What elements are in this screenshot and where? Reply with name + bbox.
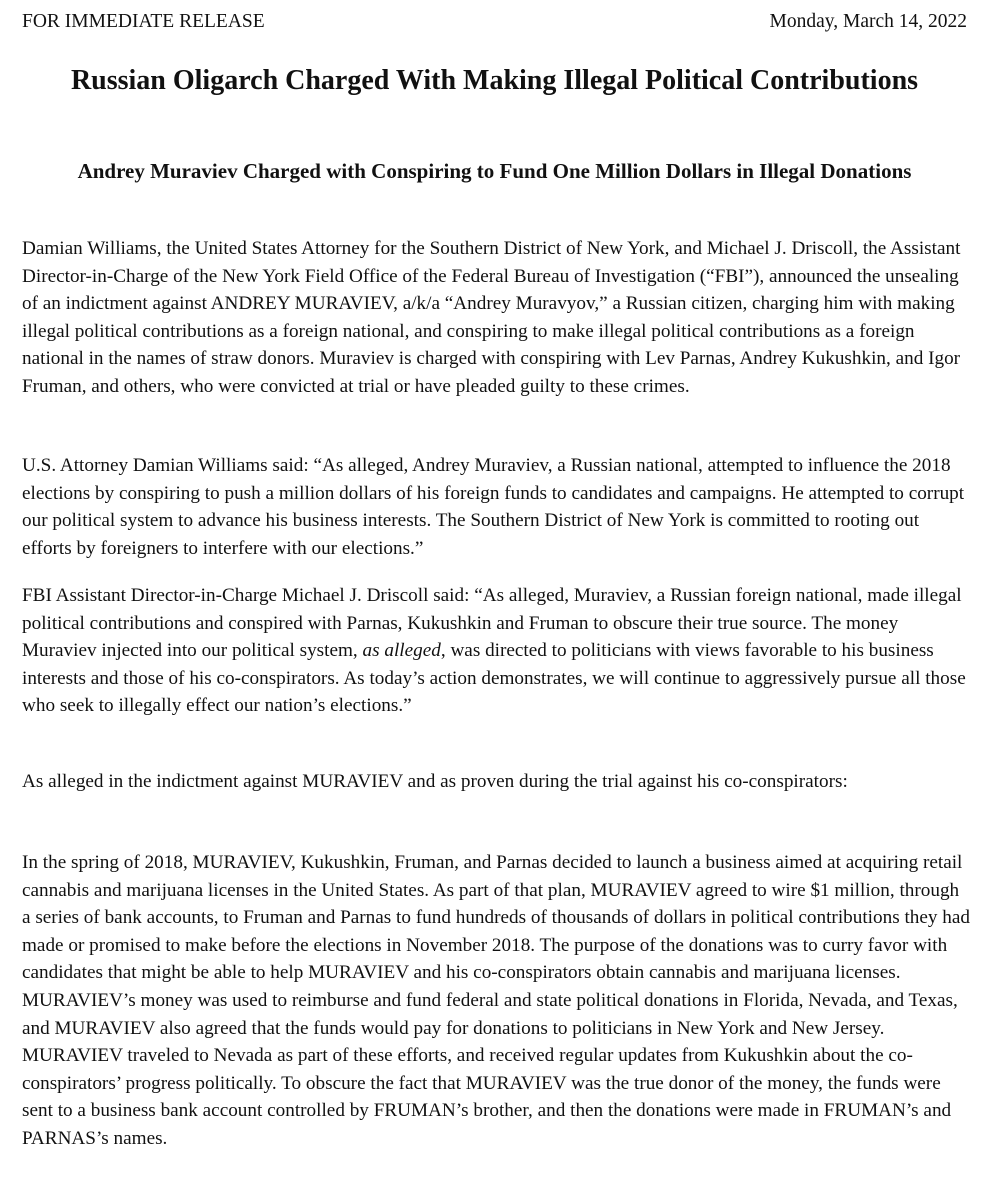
fbi-quote-text-before: FBI Assistant Director-in-Charge Michael J. Driscoll said: “As alleged, Muraviev, a Russian foreign national, made illegal political contributions and conspired with Parnas, Kukushkin and Fruman to obscure their true source. The money Muraviev injected into our political system, [22,585,962,662]
fbi-quote-emphasis: as alleged [362,640,441,662]
paragraph-allegations-detail: In the spring of 2018, MURAVIEV, Kukushkin, Fruman, and Parnas decided to launch a business aimed at acquiring retail cannabis and marijuana licenses in the United States. As part of that plan, MURAVIEV agreed to wire $1 million, through a series of bank accounts, to Fruman and Parnas to fund hundreds of thousands of dollars in political contributions they had made or promised to make before the elections in November 2018. The purpose of the donations was to curry favor with candidates that might be able to help MURAVIEV and his co-conspirators obtain cannabis and marijuana licenses. MURAVIEV’s money was used to reimburse and fund federal and state political donations in Florida, Nevada, and Texas, and MURAVIEV also agreed that the funds would pay for donations to politicians in New York and New Jersey. MURAVIEV traveled to Nevada as part of these efforts, and received regular updates from Kukushkin about the co-conspirators’ progress politically. To obscure the fact that MURAVIEV was the true donor of the money, the funds were sent to a business bank account controlled by FRUMAN’s brother, and then the donations were made in FRUMAN’s and PARNAS’s names. [22,852,970,1149]
release-header [22,10,967,34]
release-label: FOR IMMEDIATE RELEASE [22,11,265,32]
page-subtitle: Andrey Muraviev Charged with Conspiring to Fund One Million Dollars in Illegal Donations [77,159,912,183]
fbi-quote-text-after: , was directed to politicians with views favorable to his business interests and those of his co-conspirators. As today’s action demonstrates, we will continue to aggressively pursue all those who seek to illegally effect our nation’s elections.” [22,640,966,717]
paragraph-us-attorney-quote: U.S. Attorney Damian Williams said: “As alleged, Andrey Muraviev, a Russian national, attempted to influence the 2018 elections by conspiring to push a million dollars of his foreign funds to candidates and campaigns. He attempted to corrupt our political system to advance his business interests. The Southern District of New York is committed to rooting out efforts by foreigners to interfere with our elections.” [22,455,965,559]
page-title: Russian Oligarch Charged With Making Illegal Political Contributions [70,65,919,96]
paragraph-announcement: Damian Williams, the United States Attorney for the Southern District of New York, and Michael J. Driscoll, the Assistant Director-in-Charge of the New York Field Office of the Federal Bureau of Investigation (“FBI”), announced the unsealing of an indictment against ANDREY MURAVIEV, a/k/a “Andrey Muravyov,” a Russian citizen, charging him with making illegal political contributions as a foreign national, and conspiring to make illegal political contributions as a foreign national in the names of straw donors. Muraviev is charged with conspiring with Lev Parnas, Andrey Kukushkin, and Igor Fruman, and others, who were convicted at trial or have pleaded guilty to these crimes. [22,238,961,397]
paragraph-fbi-quote [22,582,972,720]
release-date: Monday, March 14, 2022 [769,11,967,32]
paragraph-allegations-intro: As alleged in the indictment against MURAVIEV and as proven during the trial against his co-conspirators: [22,771,848,792]
